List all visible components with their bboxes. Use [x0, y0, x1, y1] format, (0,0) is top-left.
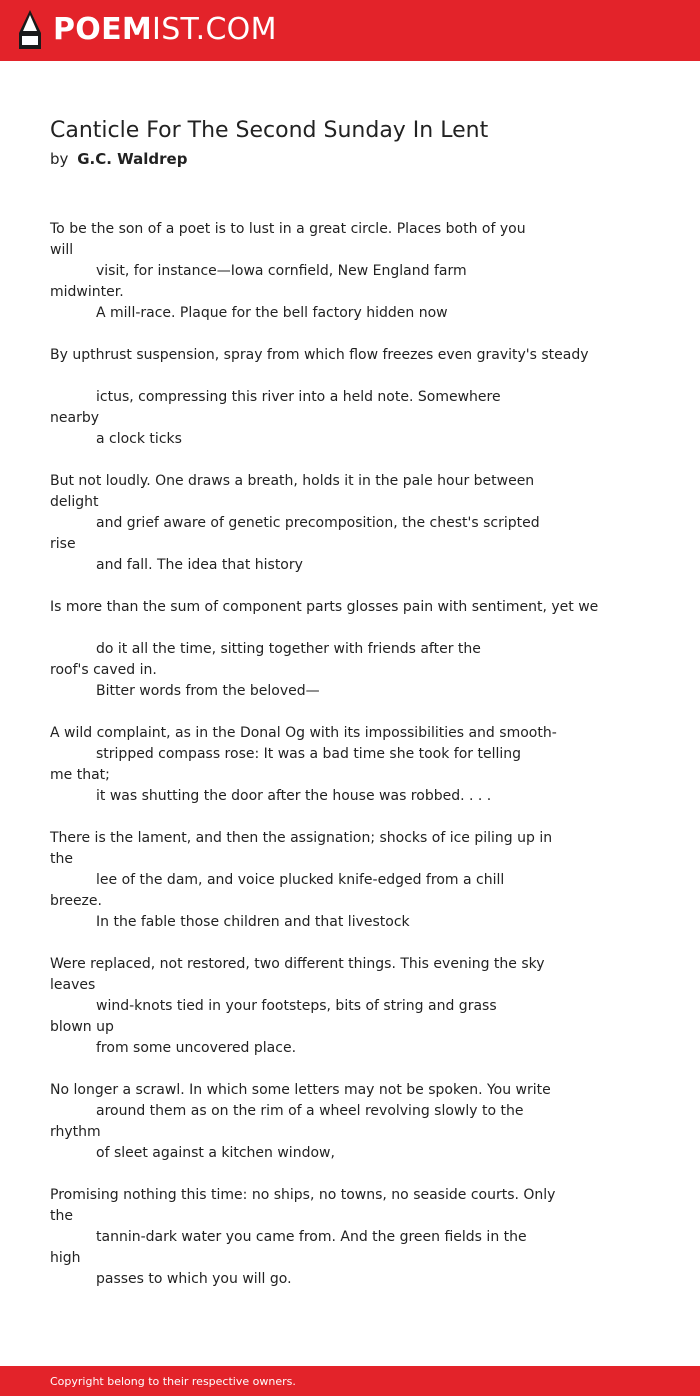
poem-line: A mill-race. Plaque for the bell factory hidden now — [96, 305, 448, 321]
poem-line: breeze. — [50, 893, 102, 909]
poem-line: But not loudly. One draws a breath, holds it in the pale hour between — [50, 473, 535, 489]
poem-line: of sleet against a kitchen window, — [96, 1145, 335, 1161]
poem-line: There is the lament, and then the assignation; shocks of ice piling up in — [50, 830, 553, 846]
poem-title: Canticle For The Second Sunday In Lent — [50, 118, 489, 143]
brand-light-text: IST.COM — [152, 12, 277, 47]
poem-stanza — [50, 1185, 650, 1290]
poem-line: and fall. The idea that history — [96, 557, 303, 573]
poem-line: Is more than the sum of component parts glosses pain with sentiment, yet we — [50, 599, 599, 615]
poem-line: roof's caved in. — [50, 662, 157, 678]
poem-line: rhythm — [50, 1124, 101, 1140]
poem-line: No longer a scrawl. In which some letters may not be spoken. You write — [50, 1082, 551, 1098]
poem-line: a clock ticks — [96, 431, 182, 447]
blank-line — [50, 366, 650, 387]
poem-line: and grief aware of genetic precomposition, the chest's scripted — [96, 515, 540, 531]
poem-line: midwinter. — [50, 284, 124, 300]
poem-line: rise — [50, 536, 76, 552]
site-logo-text — [53, 10, 277, 50]
poem-line: the — [50, 1208, 73, 1224]
poem-line: stripped compass rose: It was a bad time she took for telling — [96, 746, 522, 762]
site-header — [0, 0, 700, 61]
poem-line: A wild complaint, as in the Donal Og with its impossibilities and smooth- — [50, 725, 557, 741]
poem-stanza — [50, 828, 650, 933]
poem-line: Bitter words from the beloved— — [96, 683, 320, 699]
poem-line: nearby — [50, 410, 99, 426]
poem-line: visit, for instance—Iowa cornfield, New England farm — [96, 263, 467, 279]
poem-line: Were replaced, not restored, two different things. This evening the sky — [50, 956, 545, 972]
poem-stanza — [50, 219, 650, 324]
poem-stanza — [50, 345, 650, 450]
poem-body — [50, 219, 650, 1311]
poem-line: Promising nothing this time: no ships, no towns, no seaside courts. Only — [50, 1187, 556, 1203]
poem-line: In the fable those children and that livestock — [96, 914, 410, 930]
brand-bold-text: POEM — [53, 12, 153, 47]
site-footer — [0, 1366, 700, 1396]
poem-line: By upthrust suspension, spray from which flow freezes even gravity's steady — [50, 347, 589, 363]
poem-line: delight — [50, 494, 99, 510]
poem-line: lee of the dam, and voice plucked knife-edged from a chill — [96, 872, 505, 888]
poem-line: around them as on the rim of a wheel revolving slowly to the — [96, 1103, 524, 1119]
poem-line: the — [50, 851, 73, 867]
site-logo-link[interactable] — [17, 9, 277, 51]
poem-line: from some uncovered place. — [96, 1040, 297, 1056]
poem-heading — [50, 115, 670, 171]
poem-line: will — [50, 242, 74, 258]
poem-stanza — [50, 597, 650, 702]
poem-line: passes to which you will go. — [96, 1271, 292, 1287]
pencil-tip-icon — [17, 9, 43, 51]
poem-line: do it all the time, sitting together with friends after the — [96, 641, 481, 657]
poem-stanza — [50, 723, 650, 807]
author-name: G.C. Waldrep — [77, 150, 188, 168]
poem-line: ictus, compressing this river into a held note. Somewhere — [96, 389, 501, 405]
poem-line: blown up — [50, 1019, 114, 1035]
byline — [50, 147, 670, 171]
blank-line — [50, 618, 650, 639]
by-label: by — [50, 150, 69, 168]
poem-line: To be the son of a poet is to lust in a great circle. Places both of you — [50, 221, 526, 237]
poem-line: leaves — [50, 977, 96, 993]
copyright-notice: Copyright belong to their respective owners. — [50, 1375, 296, 1388]
poem-line: tannin-dark water you came from. And the green fields in the — [96, 1229, 527, 1245]
poem-stanza — [50, 471, 650, 576]
poem-line: it was shutting the door after the house was robbed. . . . — [96, 788, 492, 804]
poem-stanza — [50, 1080, 650, 1164]
poem-line: high — [50, 1250, 81, 1266]
poem-stanza — [50, 954, 650, 1059]
poem-line: me that; — [50, 767, 110, 783]
poem-line: wind-knots tied in your footsteps, bits of string and grass — [96, 998, 497, 1014]
